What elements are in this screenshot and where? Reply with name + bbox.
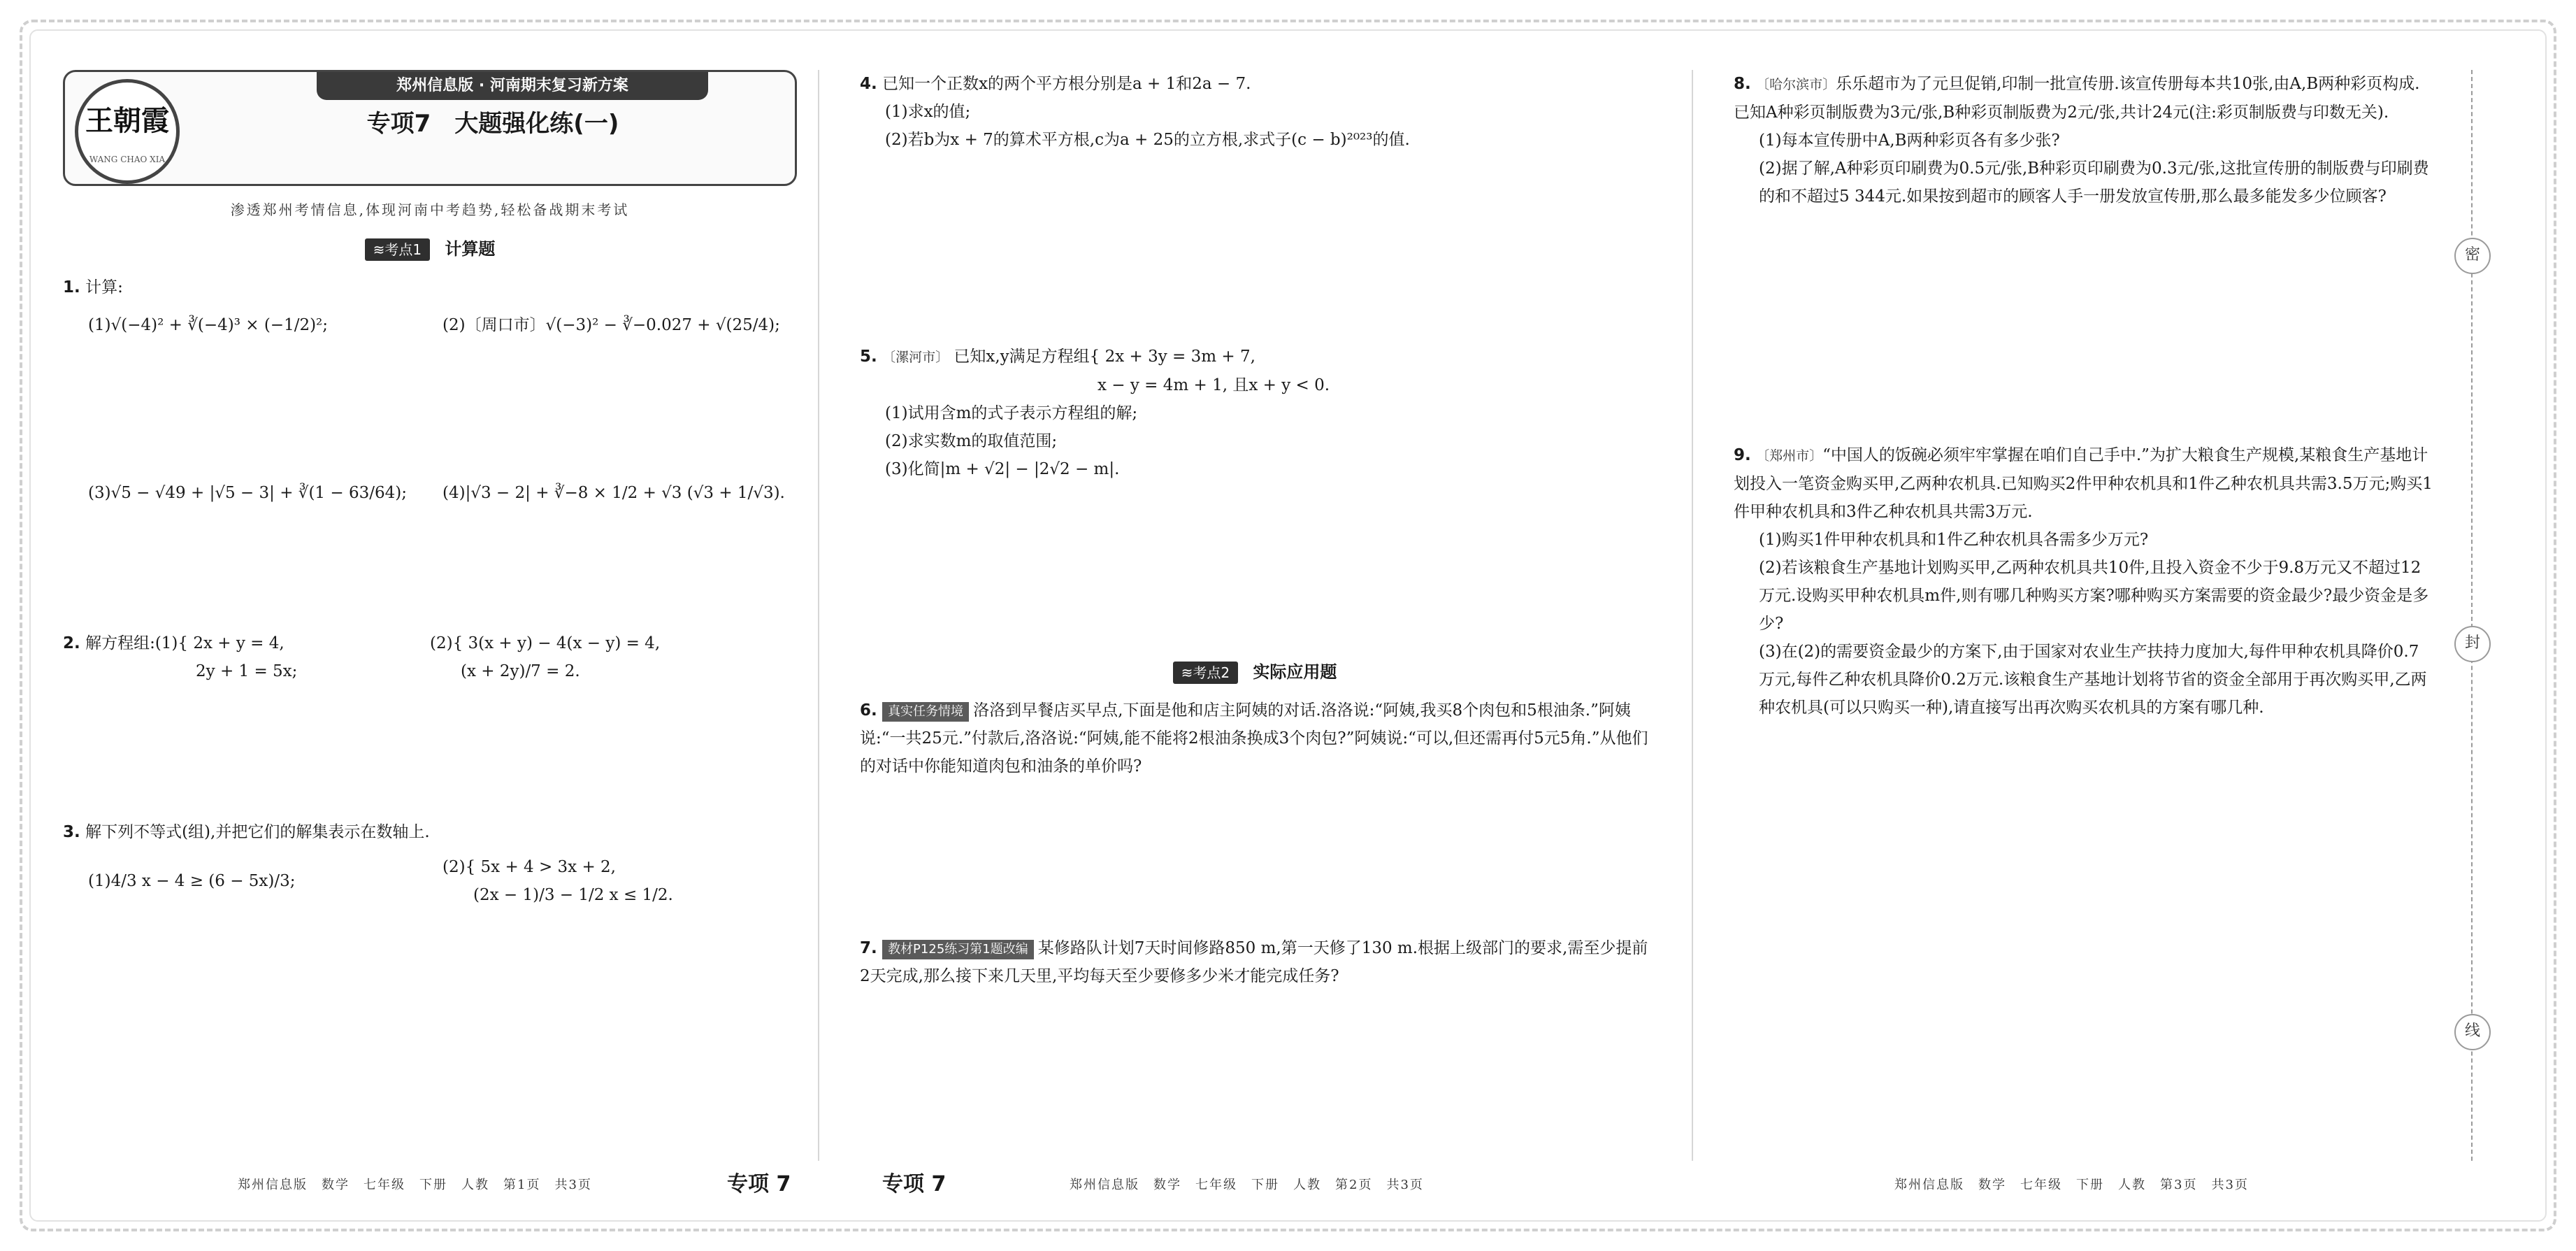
question-3 (63, 818, 797, 909)
logo-text: 王朝霞 (85, 104, 169, 137)
question-number: 8. (1734, 75, 1751, 93)
question-number: 3. (63, 823, 80, 841)
question-6 (860, 696, 1650, 780)
question-number: 4. (860, 75, 877, 93)
question-number: 6. (860, 701, 877, 720)
question-number: 9. (1734, 446, 1751, 464)
question-part: (2){ 5x + 4 > 3x + 2, (442, 858, 616, 876)
seal-line (2471, 70, 2473, 1161)
question-number: 2. (63, 634, 80, 652)
brand-logo (75, 79, 180, 184)
seal-mark: 密 (2454, 238, 2491, 274)
textbook-tag: 教材P125练习第1题改编 (882, 940, 1034, 959)
question-part: (2)求实数m的取值范围; (885, 432, 1058, 450)
footer-page-3: 郑州信息版 数学 七年级 下册 人教 第3页 共3页 (1894, 1178, 2249, 1192)
seal-mark: 线 (2454, 1014, 2491, 1050)
exam-point-title: 实际应用题 (1253, 662, 1337, 682)
footer-mark: 专项 7 (882, 1172, 947, 1196)
question-part: (2)若该粮食生产基地计划购买甲,乙两种农机具共10件,且投入资金不少于9.8万元又不超过12万元.设购买甲种农机具m件,则有哪几种购买方案?哪种购买方案需要的资金最少?最少资金是多少? (1759, 559, 2429, 633)
logo-ring-text: WANG CHAO XIA (89, 155, 166, 164)
region-tag: 〔郑州市〕 (1756, 448, 1823, 464)
exam-point-tag: ≋考点1 (365, 238, 430, 261)
question-number: 1. (63, 278, 80, 296)
region-tag: 〔哈尔滨市〕 (1756, 77, 1836, 92)
exam-point-title: 计算题 (445, 239, 496, 259)
page-title: 专项7 大题强化练(一) (366, 110, 619, 138)
question-number: 5. (860, 348, 877, 366)
exam-point-2 (860, 658, 1650, 687)
task-tag: 真实任务情境 (882, 702, 969, 722)
question-stem: 已知x,y满足方程组{ 2x + 3y = 3m + 7, (954, 348, 1255, 366)
question-stem: 且x + y < 0. (1232, 376, 1330, 394)
question-number: 7. (860, 939, 877, 957)
question-part: (2)据了解,A种彩页印刷费为0.5元/张,B种彩页印刷费为0.3元/张,这批宣传册的制版费与印刷费的和不超过5 344元.如果按到超市的顾客人手一册发放宣传册,那么最多能发多少位顾客? (1759, 159, 2429, 206)
footer-page-1: 郑州信息版 数学 七年级 下册 人教 第1页 共3页 (238, 1178, 592, 1192)
column-divider-1 (818, 70, 819, 1161)
footer-page-2: 郑州信息版 数学 七年级 下册 人教 第2页 共3页 (1070, 1178, 1424, 1192)
question-part: (2)〔周口市〕√(−3)² − ∛−0.027 + √(25/4); (442, 316, 780, 334)
question-9 (1734, 441, 2433, 722)
question-part: (1)每本宣传册中A,B两种彩页各有多少张? (1759, 131, 2060, 150)
page-3-column (1734, 70, 2433, 722)
question-7 (860, 934, 1650, 990)
question-text: 某修路队计划7天时间修路850 m,第一天修了130 m.根据上级部门的要求,需至少提前2天完成,那么接下来几天里,平均每天至少要修多少米才能完成任务? (860, 939, 1648, 985)
exam-point-1 (63, 235, 797, 264)
question-part: (x + 2y)/7 = 2. (461, 662, 580, 680)
question-part: (3)√5 − √49 + |√5 − 3| + ∛(1 − 63/64); (88, 484, 407, 502)
question-8 (1734, 70, 2433, 210)
question-part: (3)化简|m + √2| − |2√2 − m|. (885, 460, 1120, 478)
question-text: “中国人的饭碗必须牢牢掌握在咱们自己手中.”为扩大粮食生产规模,某粮食生产基地计划投入一笔资金购买甲,乙两种农机具.已知购买2件甲种农机具和1件乙种农机具共需3.5万元;购买1件甲种农机具和3件乙种农机具共需3万元. (1734, 446, 2433, 521)
edition-banner: 郑州信息版 · 河南期末复习新方案 (317, 72, 708, 100)
question-part: (1)4/3 x − 4 ≥ (6 − 5x)/3; (88, 872, 296, 890)
question-stem: x − y = 4m + 1, (1098, 376, 1228, 394)
question-part: (3)在(2)的需要资金最少的方案下,由于国家对农业生产扶持力度加大,每件甲种农机具降价0.7万元,每件乙种农机具降价0.2万元.该粮食生产基地计划将节省的资金全部用于再次购买甲,乙两种农机具(可以只购买一种),请直接写出再次购买农机具的方案有哪几种. (1759, 643, 2427, 717)
seal-mark: 封 (2454, 626, 2491, 662)
question-part: (2){ 3(x + y) − 4(x − y) = 4, (430, 634, 661, 652)
footer-mark: 专项 7 (727, 1172, 791, 1196)
question-part: (4)|√3 − 2| + ∛−8 × 1/2 + √3 (√3 + 1/√3). (442, 484, 785, 502)
title-header (63, 70, 797, 186)
exam-point-tag: ≋考点2 (1173, 662, 1238, 684)
page-subtitle: 渗透郑州考情信息,体现河南中考趋势,轻松备战期末考试 (230, 201, 630, 218)
question-stem: 已知一个正数x的两个平方根分别是a + 1和2a − 7. (882, 75, 1251, 93)
question-text: 乐乐超市为了元旦促销,印制一批宣传册.该宣传册每本共10张,由A,B两种彩页构成.已知A种彩页制版费为3元/张,B种彩页制版费为2元/张,共计24元(注:彩页制版费与印数无关). (1734, 75, 2420, 122)
question-part: (1){ 2x + y = 4, (154, 634, 285, 652)
column-divider-2 (1692, 70, 1693, 1161)
question-part: (1)购买1件甲种农机具和1件乙种农机具各需多少万元? (1759, 531, 2149, 549)
page-1-column (63, 70, 797, 909)
region-tag: 〔漯河市〕 (882, 350, 949, 365)
question-1 (63, 273, 797, 507)
question-part: (1)√(−4)² + ∛(−4)³ × (−1/2)²; (88, 316, 329, 334)
question-stem: 计算: (85, 278, 123, 296)
question-stem: 解方程组: (85, 634, 155, 652)
page-2-column (860, 70, 1650, 990)
question-part: (2)若b为x + 7的算术平方根,c为a + 25的立方根,求式子(c − b)²⁰²³的值. (885, 131, 1410, 149)
question-stem: 解下列不等式(组),并把它们的解集表示在数轴上. (85, 823, 430, 841)
question-5 (860, 343, 1650, 483)
question-4 (860, 70, 1650, 154)
question-part: (2x − 1)/3 − 1/2 x ≤ 1/2. (473, 886, 673, 904)
question-part: (1)求x的值; (885, 103, 971, 121)
question-part: 2y + 1 = 5x; (196, 662, 298, 680)
question-2 (63, 629, 797, 685)
question-part: (1)试用含m的式子表示方程组的解; (885, 404, 1138, 422)
question-text: 洛洛到早餐店买早点,下面是他和店主阿姨的对话.洛洛说:“阿姨,我买8个肉包和5根油条.”阿姨说:“一共25元.”付款后,洛洛说:“阿姨,能不能将2根油条换成3个肉包?”阿姨说:“可以,但还需再付5元5角.”从他们的对话中你能知道肉包和油条的单价吗? (860, 701, 1648, 775)
